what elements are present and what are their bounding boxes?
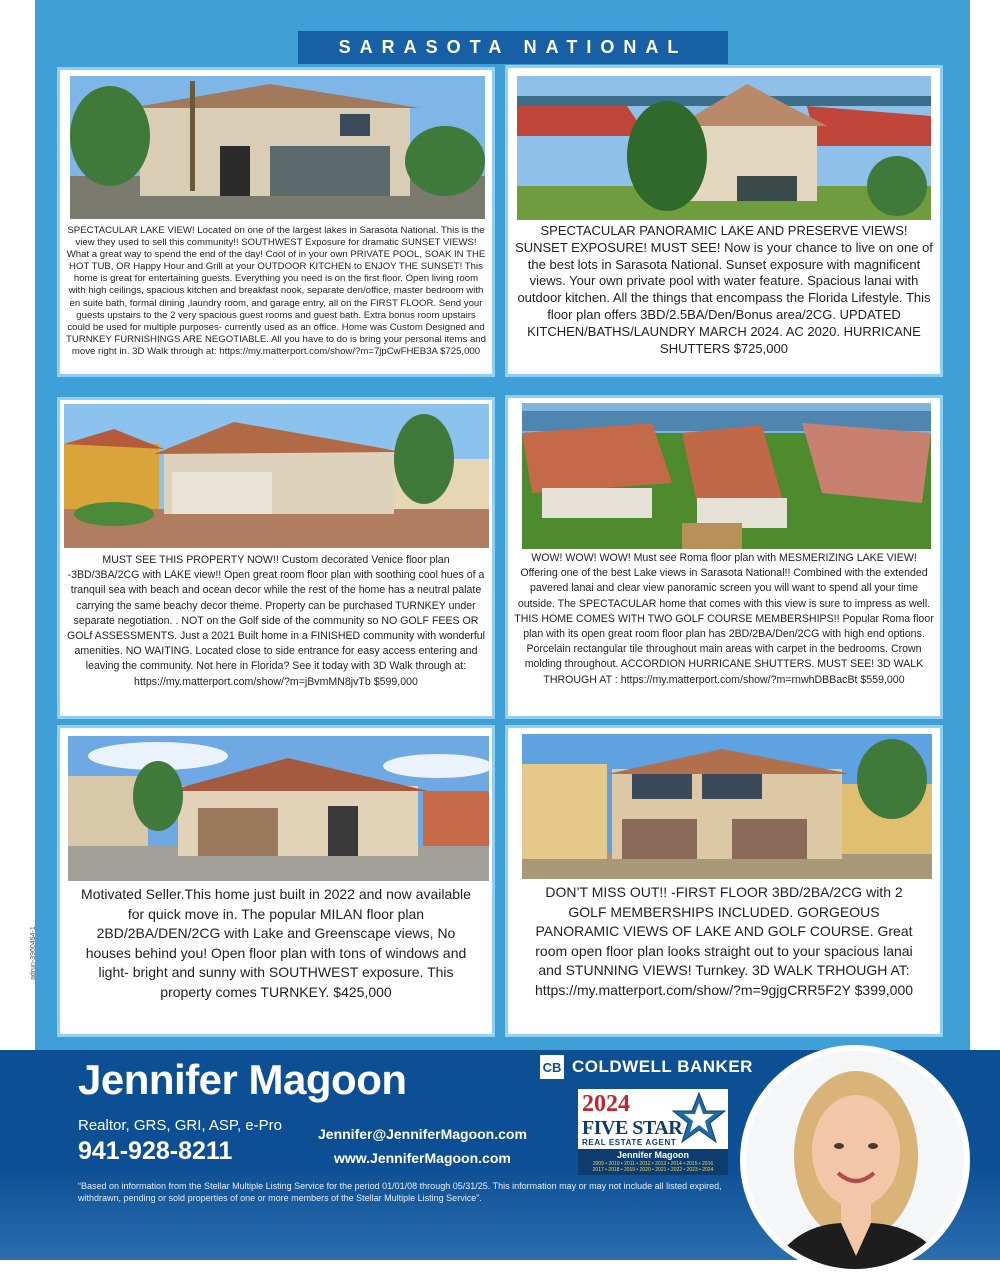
cb-icon: CB xyxy=(540,1055,564,1079)
house-photo xyxy=(70,76,485,219)
listing-card-4 xyxy=(505,395,943,719)
award-title: FIVE STAR xyxy=(582,1117,683,1139)
agent-phone[interactable]: 941-928-8211 xyxy=(78,1137,233,1165)
ad-code: adrun-3960454-1 xyxy=(30,926,37,980)
award-years-line: 2009 • 2010 • 2011 • 2012 • 2013 • 2014 • 2015 • 2016 xyxy=(592,1161,714,1167)
listing-description: Motivated Seller.This home just built in 2022 and now available for quick move in. The popular MILAN floor plan 2BD/2BA/DEN/2CG with Lake and Greenscape views, No houses behind you! Open floor plan with tons of windows and light- bright and sunny with SOUTHWEST exposure. This property comes TURNKEY. $425,000 xyxy=(81,886,471,1000)
listing-card-2 xyxy=(505,65,943,377)
disclaimer: “Based on information from the Stellar Multiple Listing Service for the period 01/01/08 through 05/31/25. This information may or may not include all listed expired, withdrawn, pending or sold properties of one or more members of the Stellar Multiple Listing Service”. xyxy=(78,1181,722,1203)
award-subtitle: REAL ESTATE AGENT xyxy=(582,1138,677,1147)
brand-name: COLDWELL BANKER xyxy=(572,1057,753,1076)
coldwell-banker-logo xyxy=(540,1055,753,1079)
listing-description: WOW! WOW! WOW! Must see Roma floor plan with MESMERIZING LAKE VIEW! Offering one of the best Lake views in Sarasota National!! Combined with the extended pavered lanai and clear view panoramic screen you will want to spend all your time outside. The SPECTACULAR home that comes with this view is sure to impress as well. THIS HOME COMES WITH TWO GOLF COURSE MEMBERSHIPS!! Popular Roma floor plan with its open great room floor plan has 2BD/2BA/Den/2CG with high end options. Porcelain rectangular tile throughout main areas with carpet in the bedrooms. Crown molding throughout. ACCORDION HURRICANE SHUTTERS. MUST SEE! 3D WALK THROUGH AT : https://my.matterport.com/show/?m=rnwhDBBacBt $559,000 xyxy=(514,552,934,686)
listing-card-3 xyxy=(57,397,495,719)
house-photo xyxy=(522,734,932,879)
agent-name: Jennifer Magoon xyxy=(78,1056,407,1103)
house-photo xyxy=(522,403,931,549)
star-icon xyxy=(670,1089,728,1147)
page-title: SARASOTA NATIONAL xyxy=(298,31,728,64)
listing-card-5 xyxy=(57,725,495,1037)
listing-card-6 xyxy=(505,725,943,1037)
agent-email[interactable]: Jennifer@JenniferMagoon.com xyxy=(318,1126,527,1142)
award-year: 2024 xyxy=(582,1091,630,1117)
house-photo xyxy=(64,404,489,548)
listing-description: SPECTACULAR LAKE VIEW! Located on one of the largest lakes in Sarasota National. This is the view they used to sell this community!! SOUTHWEST Exposure for dramatic SUNSET VIEWS! What a great way to spend the end of the day! Cool of in your own PRIVATE POOL, SOAK IN THE HOT TUB, OR Happy Hour and Grill at your OUTDOOR KITCHEN to ENJOY THE SUNSET! This home is great for entertaining guests. Everything you need is on the first floor. Open living room with high ceilings, spacious kitchen and breakfast nook, separate den/office, master bedroom with en suite bath, formal dining ,laundry room, and garage entry, all on the FIRST FLOOR. Send your guests upstairs to the 2 very spacious guest rooms and guest bath. Extra bonus room upstairs could be used for multiple purposes- currently used as an office. Home was Custom Designed and TURNKEY FURNISHINGS ARE NEGOTIABLE. All you have to do is bring your personal items and move right in. 3D Walk through at: https://my.matterport.com/show/?m=7jpCwFHEB3A $725,000 xyxy=(66,225,486,357)
listing-card-1 xyxy=(57,67,495,377)
five-star-award-badge xyxy=(578,1089,728,1175)
listing-description: DON’T MISS OUT!! -FIRST FLOOR 3BD/2BA/2CG with 2 GOLF MEMBERSHIPS INCLUDED. GORGEOUS PANORAMIC VIEWS OF LAKE AND GOLF COURSE. Great room open floor plan looks straight out to your spacious lanai and STUNNING VIEWS! Turnkey. 3D WALK TRHOUGH AT: https://my.matterport.com/show/?m=9gjgCRR5F2Y $399,000 xyxy=(534,884,914,998)
listing-description: SPECTACULAR PANORAMIC LAKE AND PRESERVE VIEWS! SUNSET EXPOSURE! MUST SEE! Now is your chance to live on one of the best lots in Sarasota National. Sunset exposure with magnificent views. Your own private pool with water feature. Spacious lanai with outdoor kitchen. All the things that encompass the Florida Lifestyle. This floor plan offers 3BD/2.5BA/Den/Bonus area/2CG. UPDATED KITCHEN/BATHS/LAUNDRY MARCH 2024. AC 2020. HURRICANE SHUTTERS $725,000 xyxy=(515,223,933,356)
agent-website[interactable]: www.JenniferMagoon.com xyxy=(334,1150,511,1166)
agent-portrait xyxy=(740,1045,970,1275)
award-years xyxy=(578,1161,728,1173)
house-photo xyxy=(517,76,931,220)
award-years-line: 2017 • 2018 • 2019 • 2020 • 2021 • 2022 • 2023 • 2024 xyxy=(592,1167,714,1173)
house-photo xyxy=(68,736,489,881)
award-agent-name: Jennifer Magoon xyxy=(616,1150,689,1160)
agent-credentials: Realtor, GRS, GRI, ASP, e-Pro xyxy=(78,1117,282,1134)
listing-description: MUST SEE THIS PROPERTY NOW!! Custom decorated Venice floor plan -3BD/3BA/2CG with LAKE view!! Open great room floor plan with soothing cool hues of a tranquil sea with beach and ocean decor while the rest of the home has a neutral palate carrying the same beachy decor theme. Property can be purchased TURNKEY under separate negotiation. . NOT on the Golf side of the community so NO GOLF FEES OR GOLf ASSESSMENTS. Just a 2021 Built home in a FINISHED community with wonderful amenities. NO WAITING. Located close to side entrance for easy access entering and leaving the community. Not here in Florida? See it today with 3D Walk through at: https://my.matterport.com/show/?m=jBvmMN8jvTb $599,000 xyxy=(66,554,486,688)
